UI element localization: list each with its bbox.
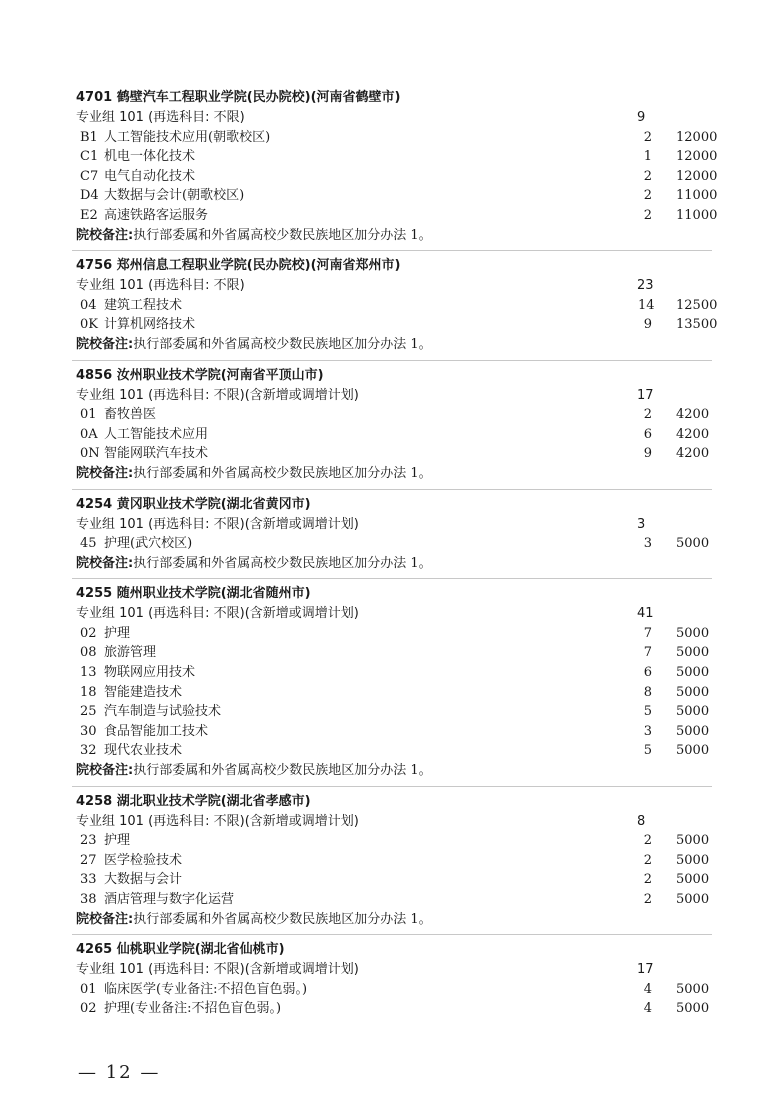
major-code: 01	[80, 407, 97, 423]
major-name: 高速铁路客运服务	[104, 207, 209, 223]
major-name: 护理(专业备注:不招色盲色弱。)	[104, 1001, 282, 1017]
major-fee: 4200	[676, 446, 710, 462]
major-row	[0, 643, 777, 663]
major-fee: 5000	[676, 872, 710, 888]
major-row	[0, 870, 777, 890]
school-header: 4255 随州职业技术学院(湖北省随州市)	[76, 586, 311, 602]
school-header: 4258 湖北职业技术学院(湖北省孝感市)	[76, 793, 311, 809]
major-name: 人工智能技术应用(朝歌校区)	[104, 129, 271, 145]
major-fee: 5000	[676, 852, 710, 868]
major-name: 临床医学(专业备注:不招色盲色弱。)	[104, 981, 308, 997]
major-name: 护理(武穴校区)	[104, 536, 193, 552]
major-code: 45	[80, 536, 97, 552]
school-remark	[76, 761, 432, 781]
school-header-row	[0, 584, 777, 604]
major-name: 人工智能技术应用	[104, 426, 209, 442]
school-header: 4701 鹤壁汽车工程职业学院(民办院校)(河南省鹤壁市)	[76, 90, 401, 105]
school-remark-text: 执行部委属和外省属高校少数民族地区加分办法 1。	[133, 227, 432, 243]
major-fee: 5000	[676, 1001, 710, 1017]
major-count: 3	[643, 536, 652, 552]
major-group-label: 专业组 101 (再选科目: 不限)(含新增或调增计划)	[76, 962, 359, 978]
major-name: 护理	[104, 625, 131, 641]
school-block	[0, 495, 777, 580]
major-code: 27	[80, 852, 97, 868]
major-name: 护理	[104, 833, 131, 849]
major-group-count: 8	[637, 813, 646, 829]
major-code: 13	[80, 665, 97, 681]
major-name: 旅游管理	[104, 645, 157, 661]
major-fee: 5000	[676, 665, 710, 681]
school-remark	[76, 554, 432, 574]
school-remark-label: 院校备注:	[76, 227, 134, 243]
major-group-label: 专业组 101 (再选科目: 不限)	[76, 110, 245, 125]
major-row	[0, 980, 777, 1000]
major-count: 9	[643, 317, 652, 333]
school-remark-label: 院校备注:	[76, 555, 134, 571]
major-code: 30	[80, 723, 97, 739]
major-row	[0, 890, 777, 910]
major-count: 2	[643, 833, 652, 849]
school-header-row	[0, 366, 777, 386]
school-header-row	[0, 940, 777, 960]
major-row	[0, 186, 777, 206]
major-row	[0, 444, 777, 464]
school-remark-text: 执行部委属和外省属高校少数民族地区加分办法 1。	[133, 336, 432, 352]
major-row	[0, 851, 777, 871]
major-code: 25	[80, 704, 97, 720]
major-row	[0, 315, 777, 335]
major-row	[0, 425, 777, 445]
major-group-count: 9	[637, 110, 646, 125]
major-count: 4	[643, 1001, 652, 1017]
major-fee: 4200	[676, 426, 710, 442]
major-group-row	[0, 604, 777, 624]
major-row	[0, 167, 777, 187]
major-row	[0, 128, 777, 148]
major-group-row	[0, 386, 777, 406]
school-remark-label: 院校备注:	[76, 465, 134, 481]
school-divider	[72, 360, 712, 361]
school-header-row	[0, 495, 777, 515]
major-fee: 11000	[676, 207, 718, 223]
major-code: 04	[80, 297, 97, 313]
major-name: 汽车制造与试验技术	[104, 704, 222, 720]
school-divider	[72, 786, 712, 787]
major-group-count: 41	[637, 606, 654, 622]
major-code: 01	[80, 981, 97, 997]
school-header-row	[0, 88, 777, 108]
major-row	[0, 624, 777, 644]
major-fee: 5000	[676, 684, 710, 700]
school-remark-row	[0, 554, 777, 574]
major-count: 2	[643, 892, 652, 907]
major-count: 4	[643, 981, 652, 997]
school-header-row	[0, 256, 777, 276]
major-count: 2	[643, 407, 652, 423]
major-fee: 5000	[676, 723, 710, 739]
school-divider	[72, 489, 712, 490]
major-group-label: 专业组 101 (再选科目: 不限)(含新增或调增计划)	[76, 387, 359, 403]
major-count: 2	[643, 207, 652, 223]
school-divider	[72, 578, 712, 579]
major-fee: 5000	[676, 625, 710, 641]
major-count: 2	[643, 872, 652, 888]
major-fee: 5000	[676, 704, 710, 720]
major-count: 7	[643, 625, 652, 641]
major-name: 酒店管理与数字化运营	[104, 892, 235, 907]
major-code: B1	[80, 129, 98, 145]
major-group-row	[0, 276, 777, 296]
major-name: 电气自动化技术	[104, 168, 196, 184]
major-name: 物联网应用技术	[104, 665, 196, 681]
major-count: 14	[638, 297, 655, 313]
major-code: 32	[80, 743, 97, 759]
school-remark	[76, 226, 432, 246]
major-code: C7	[80, 168, 99, 184]
school-block	[0, 584, 777, 786]
major-group-label: 专业组 101 (再选科目: 不限)	[76, 278, 245, 294]
school-remark-label: 院校备注:	[76, 336, 134, 352]
major-fee: 11000	[676, 188, 718, 204]
major-name: 大数据与会计	[104, 872, 183, 888]
major-code: 18	[80, 684, 97, 700]
major-name: 智能网联汽车技术	[104, 446, 209, 462]
major-row	[0, 999, 777, 1019]
school-remark	[76, 335, 432, 355]
major-group-label: 专业组 101 (再选科目: 不限)(含新增或调增计划)	[76, 813, 359, 829]
major-fee: 4200	[676, 407, 710, 423]
major-fee: 12000	[676, 168, 718, 184]
major-fee: 5000	[676, 892, 710, 907]
major-code: 38	[80, 892, 97, 907]
major-fee: 5000	[676, 645, 710, 661]
major-group-label: 专业组 101 (再选科目: 不限)(含新增或调增计划)	[76, 606, 359, 622]
major-row	[0, 534, 777, 554]
school-header: 4756 郑州信息工程职业学院(民办院校)(河南省郑州市)	[76, 258, 401, 274]
school-header: 4856 汝州职业技术学院(河南省平顶山市)	[76, 367, 324, 383]
page-number: — 12 —	[78, 1062, 161, 1083]
school-remark-label: 院校备注:	[76, 763, 134, 779]
major-group-row	[0, 515, 777, 535]
major-code: 0K	[80, 317, 98, 333]
major-row	[0, 147, 777, 167]
major-fee: 13500	[676, 317, 718, 333]
major-group-count: 3	[637, 516, 646, 532]
major-name: 计算机网络技术	[104, 317, 196, 333]
major-code: 08	[80, 645, 97, 661]
major-code: D4	[80, 188, 99, 204]
major-name: 现代农业技术	[104, 743, 183, 759]
major-count: 9	[643, 446, 652, 462]
major-name: 建筑工程技术	[104, 297, 183, 313]
school-remark-row	[0, 761, 777, 781]
major-code: 0A	[80, 426, 98, 442]
major-group-row	[0, 960, 777, 980]
school-divider	[72, 934, 712, 935]
school-remark-row	[0, 910, 777, 930]
school-block	[0, 88, 777, 251]
major-row	[0, 831, 777, 851]
school-block	[0, 792, 777, 936]
major-name: 机电一体化技术	[104, 149, 196, 165]
school-remark-row	[0, 335, 777, 355]
major-code: E2	[80, 207, 98, 223]
major-code: 23	[80, 833, 97, 849]
major-name: 食品智能加工技术	[104, 723, 209, 739]
school-remark-text: 执行部委属和外省属高校少数民族地区加分办法 1。	[133, 465, 432, 481]
school-remark-text: 执行部委属和外省属高校少数民族地区加分办法 1。	[133, 763, 432, 779]
major-name: 智能建造技术	[104, 684, 183, 700]
major-fee: 12000	[676, 129, 718, 145]
school-remark-label: 院校备注:	[76, 911, 134, 927]
major-row	[0, 741, 777, 761]
major-row	[0, 683, 777, 703]
major-fee: 5000	[676, 833, 710, 849]
school-block	[0, 366, 777, 490]
major-fee: 5000	[676, 536, 710, 552]
school-header: 4254 黄冈职业技术学院(湖北省黄冈市)	[76, 496, 311, 512]
major-group-count: 17	[637, 387, 654, 403]
school-block	[0, 940, 777, 1025]
major-count: 1	[643, 149, 652, 165]
major-code: 02	[80, 625, 97, 641]
major-count: 2	[643, 188, 652, 204]
major-row	[0, 722, 777, 742]
major-group-label: 专业组 101 (再选科目: 不限)(含新增或调增计划)	[76, 516, 359, 532]
major-fee: 5000	[676, 981, 710, 997]
major-count: 2	[643, 168, 652, 184]
major-row	[0, 206, 777, 226]
school-remark	[76, 910, 432, 930]
major-row	[0, 405, 777, 425]
major-row	[0, 296, 777, 316]
major-count: 7	[643, 645, 652, 661]
admission-plan-document	[0, 88, 777, 1025]
major-fee: 12000	[676, 149, 718, 165]
school-header-row	[0, 792, 777, 812]
school-divider	[72, 250, 712, 251]
major-count: 3	[643, 723, 652, 739]
major-code: 33	[80, 872, 97, 888]
school-remark	[76, 464, 432, 484]
major-name: 医学检验技术	[104, 852, 183, 868]
school-remark-row	[0, 464, 777, 484]
major-group-row	[0, 812, 777, 832]
school-remark-text: 执行部委属和外省属高校少数民族地区加分办法 1。	[133, 555, 432, 571]
major-count: 5	[643, 743, 652, 759]
major-row	[0, 702, 777, 722]
school-header: 4265 仙桃职业学院(湖北省仙桃市)	[76, 942, 285, 958]
school-remark-row	[0, 226, 777, 246]
major-count: 6	[643, 426, 652, 442]
major-count: 8	[643, 684, 652, 700]
major-fee: 5000	[676, 743, 710, 759]
major-group-count: 23	[637, 278, 654, 294]
major-name: 大数据与会计(朝歌校区)	[104, 188, 245, 204]
major-code: C1	[80, 149, 99, 165]
major-group-row	[0, 108, 777, 128]
major-code: 02	[80, 1001, 97, 1017]
major-group-count: 17	[637, 962, 654, 978]
major-row	[0, 663, 777, 683]
major-count: 5	[643, 704, 652, 720]
major-name: 畜牧兽医	[104, 407, 157, 423]
school-block	[0, 256, 777, 360]
school-remark-text: 执行部委属和外省属高校少数民族地区加分办法 1。	[133, 911, 432, 927]
major-code: 0N	[80, 446, 100, 462]
major-count: 2	[643, 852, 652, 868]
major-count: 6	[643, 665, 652, 681]
major-fee: 12500	[676, 297, 718, 313]
major-count: 2	[643, 129, 652, 145]
